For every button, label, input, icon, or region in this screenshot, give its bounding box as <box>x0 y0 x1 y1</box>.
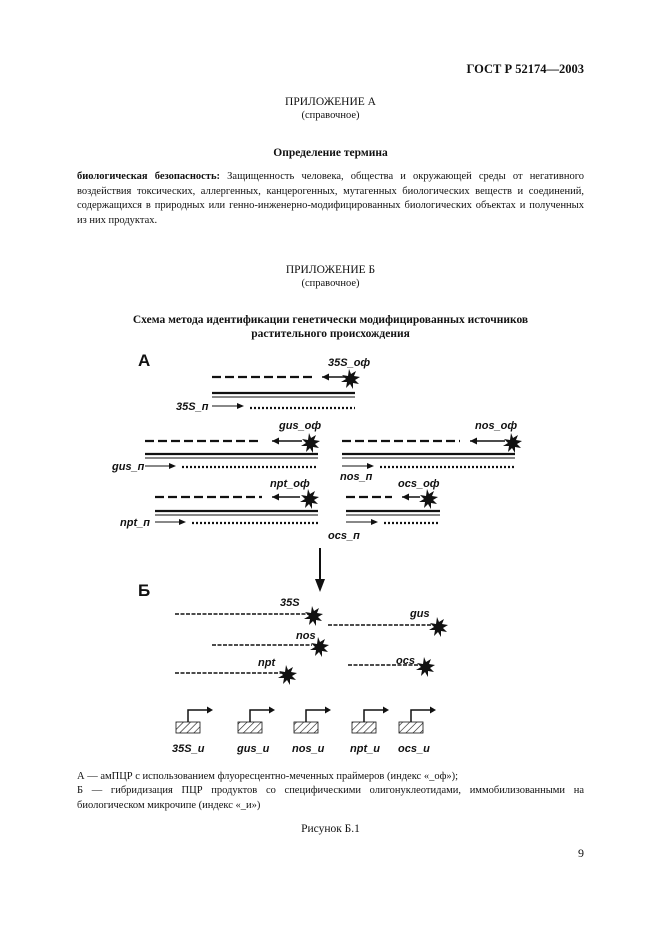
label-ocs-of: ocs_оф <box>398 478 440 490</box>
product-35s <box>175 597 323 626</box>
product-npt <box>175 657 297 685</box>
probe-nos <box>292 707 331 756</box>
fluor-star-icon <box>278 665 297 685</box>
probe-label: nos_и <box>292 743 325 755</box>
fluor-star-icon <box>301 433 320 453</box>
product-gus <box>328 608 448 637</box>
product-ocs <box>348 655 435 677</box>
caption-line-a: А — амПЦР с использованием флуоресцентно-меченных праймеров (индекс «_оф»); <box>77 771 459 782</box>
probe-label: gus_и <box>237 743 270 755</box>
appendix-b-subtitle: (справочное) <box>301 278 360 289</box>
amplicon-gus <box>111 420 321 473</box>
fluor-star-icon <box>304 606 323 626</box>
fluor-star-icon <box>419 489 438 509</box>
term-definition <box>77 170 584 228</box>
label-ocs-p: ocs_п <box>328 530 360 542</box>
standard-header: ГОСТ Р 52174—2003 <box>466 62 584 76</box>
fluor-star-icon <box>416 657 435 677</box>
label-nos-of: nos_оф <box>475 420 518 432</box>
fluor-star-icon <box>503 433 522 453</box>
appendix-a-subtitle: (справочное) <box>301 110 360 121</box>
fluor-star-icon <box>341 369 360 389</box>
label-b-npt: npt <box>258 657 276 669</box>
label-b-35s: 35S <box>280 597 300 609</box>
label-35s-of: 35S_оф <box>328 357 371 369</box>
label-npt-p: npt_п <box>120 517 150 529</box>
amplicon-35s <box>176 357 370 413</box>
amplicon-nos <box>340 420 522 483</box>
label-gus-of: gus_оф <box>279 420 322 432</box>
down-arrow-icon <box>315 548 325 592</box>
label-35s-p: 35S_п <box>176 401 209 413</box>
probe-label: npt_и <box>350 743 380 755</box>
label-b-gus: gus <box>410 608 430 620</box>
label-b-nos: nos <box>296 630 316 642</box>
term-name: биологическая безопасность: <box>77 171 221 182</box>
section-b-label: Б <box>138 581 151 600</box>
section-a-label: А <box>138 351 151 370</box>
figure-caption: Рисунок Б.1 <box>301 823 360 835</box>
appendix-b-heading-line1: Схема метода идентификации генетически модифицированных источников <box>132 314 529 326</box>
label-npt-of: npt_оф <box>270 478 310 490</box>
appendix-b-title: ПРИЛОЖЕНИЕ Б <box>285 264 376 276</box>
caption-line-b: Б — гибридизация ПЦР продуктов со специфическими олигонуклеотидами, иммобилизованными на биологическом микрочипе (индекс «_и») <box>77 785 584 811</box>
amplicon-ocs <box>328 478 440 542</box>
appendix-a-heading: Определение термина <box>273 147 388 159</box>
probe-gus <box>236 707 275 756</box>
page-number: 9 <box>578 846 584 860</box>
probe-label: 35S_и <box>172 743 205 755</box>
label-nos-p: nos_п <box>340 471 373 483</box>
appendix-b-heading-line2: растительного происхождения <box>251 328 410 340</box>
term-text: Защищенность человека, общества и окружающей среды от негативного воздействия токсических, аллергенных, канцерогенных, мутагенных биологических веществ и соединений, содержащихся в природных или генно-инженерно-модифицированных биологических объектах и полученных из них продуктах. <box>77 171 584 226</box>
probe-label: ocs_и <box>398 743 430 755</box>
probe-ocs <box>398 707 436 756</box>
product-nos <box>212 630 329 657</box>
probe-npt <box>350 707 389 756</box>
fluor-star-icon <box>300 489 319 509</box>
method-diagram <box>0 340 661 760</box>
label-gus-p: gus_п <box>112 461 145 473</box>
label-b-ocs: ocs <box>396 655 415 667</box>
probe-35s <box>172 707 213 756</box>
fluor-star-icon <box>429 617 448 637</box>
appendix-a-title: ПРИЛОЖЕНИЕ А <box>285 96 376 108</box>
amplicon-npt <box>120 478 319 529</box>
